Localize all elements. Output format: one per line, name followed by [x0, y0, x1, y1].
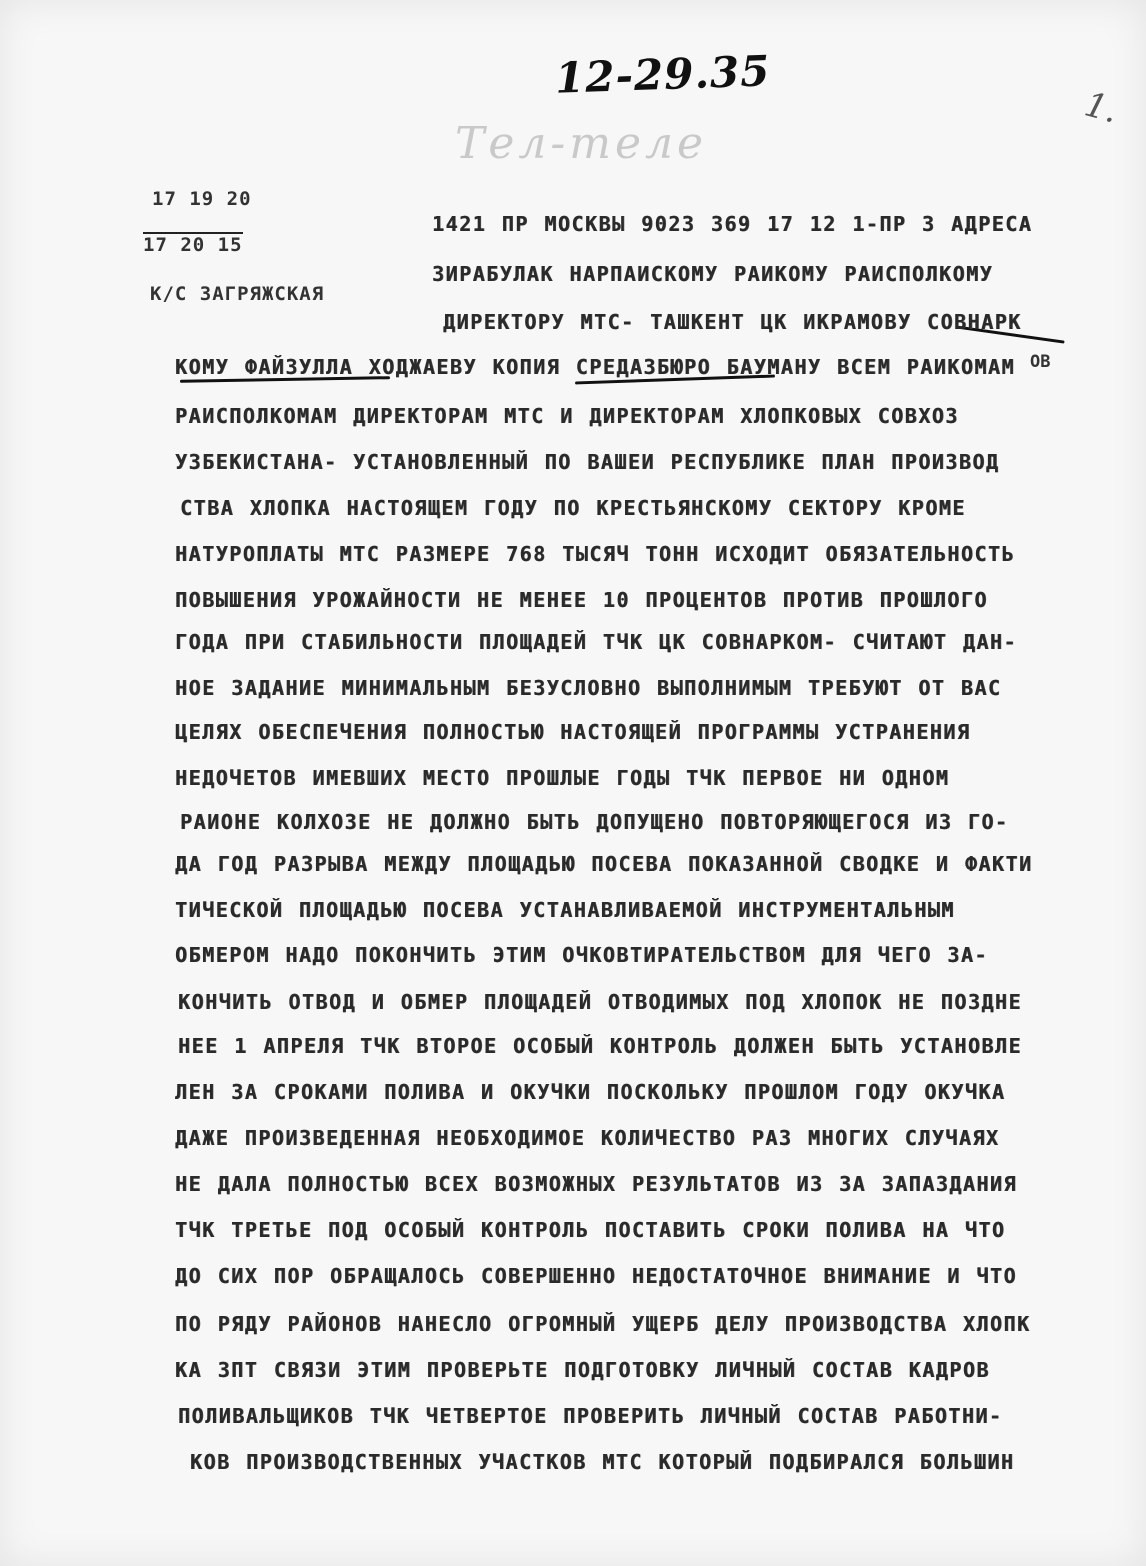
telegram-line: ДО СИХ ПОР ОБРАЩАЛОСЬ СОВЕРШЕННО НЕДОСТАТОЧНОЕ ВНИМАНИЕ И ЧТО [175, 1264, 1018, 1288]
telegram-line: ЛЕН ЗА СРОКАМИ ПОЛИВА И ОКУЧКИ ПОСКОЛЬКУ ПРОШЛОМ ГОДУ ОКУЧКА [175, 1080, 1006, 1104]
telegram-line: НАТУРОПЛАТЫ МТС РАЗМЕРЕ 768 ТЫСЯЧ ТОНН ИСХОДИТ ОБЯЗАТЕЛЬНОСТЬ [175, 542, 1016, 566]
telegram-line: ОБМЕРОМ НАДО ПОКОНЧИТЬ ЭТИМ ОЧКОВТИРАТЕЛЬСТВОМ ДЛЯ ЧЕГО ЗА- [175, 943, 988, 967]
telegram-line: КОНЧИТЬ ОТВОД И ОБМЕР ПЛОЩАДЕЙ ОТВОДИМЫХ ПОД ХЛОПОК НЕ ПОЗДНЕ [178, 990, 1023, 1014]
telegram-line: ТИЧЕСКОЙ ПЛОЩАДЬЮ ПОСЕВА УСТАНАВЛИВАЕМОЙ ИНСТРУМЕНТАЛЬНЫМ [175, 898, 955, 922]
telegram-line: ЗИРАБУЛАК НАРПАИСКОМУ РАИКОМУ РАИСПОЛКОМУ [432, 262, 994, 286]
telegram-line: КОВ ПРОИЗВОДСТВЕННЫХ УЧАСТКОВ МТС КОТОРЫЙ ПОДБИРАЛСЯ БОЛЬШИН [190, 1450, 1015, 1474]
telegram-line: НЕ ДАЛА ПОЛНОСТЬЮ ВСЕХ ВОЗМОЖНЫХ РЕЗУЛЬТАТОВ ИЗ ЗА ЗАПАЗДАНИЯ [175, 1172, 1018, 1196]
telegram-line: РАИСПОЛКОМАМ ДИРЕКТОРАМ МТС И ДИРЕКТОРАМ ХЛОПКОВЫХ СОВХОЗ [175, 404, 959, 428]
telegram-line: ДИРЕКТОРУ МТС- ТАШКЕНТ ЦК ИКРАМОВУ СОВНАРК [443, 310, 1022, 334]
telegram-line: РАИОНЕ КОЛХОЗЕ НЕ ДОЛЖНО БЫТЬ ДОПУЩЕНО ПОВТОРЯЮЩЕГОСЯ ИЗ ГО- [180, 810, 1009, 834]
telegram-line: НЕДОЧЕТОВ ИМЕВШИХ МЕСТО ПРОШЛЫЕ ГОДЫ ТЧК ПЕРВОЕ НИ ОДНОМ [175, 766, 950, 790]
telegram-line: ТЧК ТРЕТЬЕ ПОД ОСОБЫЙ КОНТРОЛЬ ПОСТАВИТЬ СРОКИ ПОЛИВА НА ЧТО [175, 1218, 1006, 1242]
faint-stamp: Тел-теле [455, 118, 708, 169]
telegram-line: УЗБЕКИСТАНА- УСТАНОВЛЕННЫЙ ПО ВАШЕИ РЕСПУБЛИКЕ ПЛАН ПРОИЗВОД [175, 450, 1000, 474]
operator-signature: К/С ЗАГРЯЖСКАЯ [150, 283, 325, 305]
telegram-line: СТВА ХЛОПКА НАСТОЯЩЕМ ГОДУ ПО КРЕСТЬЯНСКОМУ СЕКТОРУ КРОМЕ [180, 496, 966, 520]
telegram-line: ПОВЫШЕНИЯ УРОЖАЙНОСТИ НЕ МЕНЕЕ 10 ПРОЦЕНТОВ ПРОТИВ ПРОШЛОГО [175, 588, 988, 612]
telegram-line: НЕЕ 1 АПРЕЛЯ ТЧК ВТОРОЕ ОСОБЫЙ КОНТРОЛЬ ДОЛЖЕН БЫТЬ УСТАНОВЛЕ [178, 1034, 1023, 1058]
time-sent: 17 20 15 [143, 234, 243, 256]
telegram-line: 1421 ПР МОСКВЫ 9023 369 17 12 1-ПР 3 АДРЕСА [432, 212, 1033, 236]
telegram-line: ДАЖЕ ПРОИЗВЕДЕННАЯ НЕОБХОДИМОЕ КОЛИЧЕСТВО РАЗ МНОГИХ СЛУЧАЯХ [175, 1126, 1000, 1150]
ov-annotation: ОВ [1030, 352, 1051, 372]
time-received: 17 19 20 [152, 188, 252, 210]
corner-page-mark: 1. [1080, 84, 1123, 132]
telegram-line: КА ЗПТ СВЯЗИ ЭТИМ ПРОВЕРЬТЕ ПОДГОТОВКУ ЛИЧНЫЙ СОСТАВ КАДРОВ [175, 1358, 990, 1382]
telegram-line: НОЕ ЗАДАНИЕ МИНИМАЛЬНЫМ БЕЗУСЛОВНО ВЫПОЛНИМЫМ ТРЕБУЮТ ОТ ВАС [175, 676, 1002, 700]
telegram-line: ЦЕЛЯХ ОБЕСПЕЧЕНИЯ ПОЛНОСТЬЮ НАСТОЯЩЕЙ ПРОГРАММЫ УСТРАНЕНИЯ [175, 720, 971, 744]
telegram-line: ДА ГОД РАЗРЫВА МЕЖДУ ПЛОЩАДЬЮ ПОСЕВА ПОКАЗАННОЙ СВОДКЕ И ФАКТИ [175, 852, 1033, 876]
telegram-line: ГОДА ПРИ СТАБИЛЬНОСТИ ПЛОЩАДЕЙ ТЧК ЦК СОВНАРКОМ- СЧИТАЮТ ДАН- [175, 630, 1018, 654]
handwritten-date: 12-29.35 [554, 46, 772, 103]
telegram-line: КОМУ ФАЙЗУЛЛА ХОДЖАЕВУ КОПИЯ СРЕДАЗБЮРО БАУМАНУ ВСЕМ РАИКОМАМ [175, 355, 1016, 379]
telegram-line: ПОЛИВАЛЬЩИКОВ ТЧК ЧЕТВЕРТОЕ ПРОВЕРИТЬ ЛИЧНЫЙ СОСТАВ РАБОТНИ- [178, 1404, 1003, 1428]
telegram-line: ПО РЯДУ РАЙОНОВ НАНЕСЛО ОГРОМНЫЙ УЩЕРБ ДЕЛУ ПРОИЗВОДСТВА ХЛОПК [175, 1312, 1031, 1336]
